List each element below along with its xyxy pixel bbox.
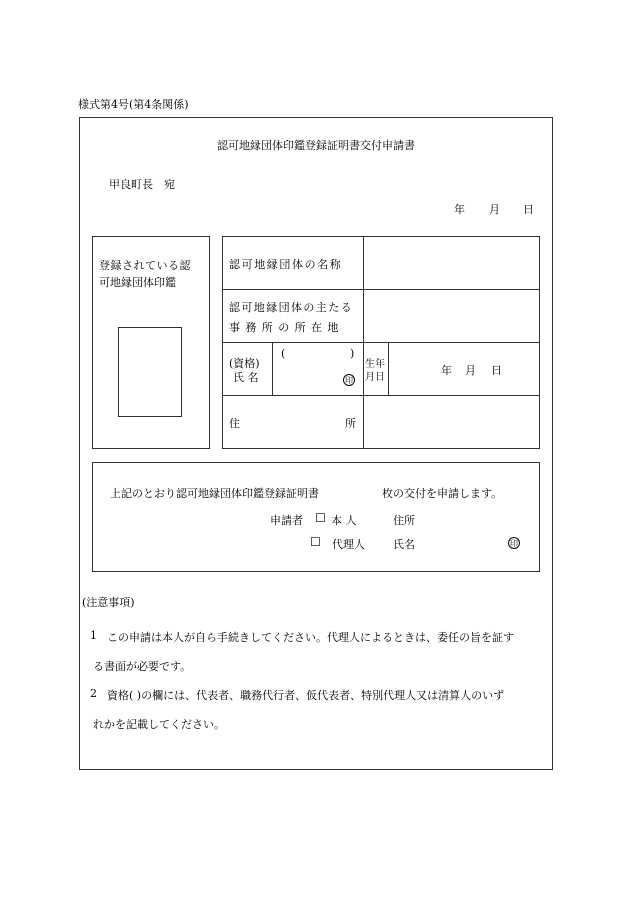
seal-imprint-area[interactable] [118,327,182,417]
org-name-field[interactable] [365,240,537,286]
seal-box-label-line2: 可地縁団体印鑑 [99,276,176,289]
proxy-label: 代理人 [332,538,365,551]
date-day: 日 [523,203,534,216]
self-label: 本 人 [331,514,357,527]
applicant-name-field[interactable] [420,532,500,550]
qualification-field[interactable] [286,347,346,361]
note-1-line2: る書面が必要です。 [93,660,192,673]
applicant-name-label: 氏名 [393,538,415,551]
name-seal-mark: 印 [345,376,353,385]
note-1-line1: この申請は本人が自ら手続きしてください。代理人によるときは、委任の旨を証す [107,631,514,644]
paren-close: ) [350,347,355,360]
copies-field[interactable] [342,482,376,498]
address-field[interactable] [365,399,537,445]
paren-open: ( [281,347,286,360]
address-label-right: 所 [345,417,356,430]
birth-date-field[interactable] [391,346,537,392]
applicant-label: 申請者 [270,514,303,527]
addressee: 甲良町長 宛 [109,178,175,191]
form-title: 認可地縁団体印鑑登録証明書交付申請書 [217,139,415,152]
note-2-line2: れかを記載してください。 [93,718,225,731]
self-checkbox[interactable]: ☐ [315,511,326,525]
shimei-label: 氏 名 [233,371,259,384]
birth-label-line2: 月日 [365,372,385,383]
note-2-line1: 資格( )の欄には、代表者、職務代行者、仮代表者、特別代理人又は清算人のいず [107,689,505,702]
date-month: 月 [489,203,500,216]
table-qualification-divider [272,342,273,395]
date-year: 年 [454,203,465,216]
applicant-address-label: 住所 [393,514,415,527]
office-label-line1: 認可地縁団体の主たる [229,301,353,314]
applicant-seal-mark: 印 [510,539,518,548]
office-address-field[interactable] [365,293,537,339]
application-statement-a: 上記のとおり認可地縁団体印鑑登録証明書 [110,487,319,500]
note-1-number: 1 [90,629,97,642]
form-number: 様式第4号(第4条関係) [78,98,189,111]
seal-box-label-line1: 登録されている認 [99,259,191,272]
qualification-label: (資格) [229,357,260,370]
table-birth-divider [388,342,389,395]
birth-label-line1: 生年 [365,359,385,370]
birth-year: 年 [441,364,452,377]
org-name-label: 認可地縁団体の名称 [229,258,343,271]
table-row-divider-1 [222,289,540,290]
office-label-line2: 事務所の所在地 [229,321,344,334]
table-row-divider-2 [222,342,540,343]
proxy-checkbox[interactable]: ☐ [310,535,321,549]
address-label-left: 住 [229,417,240,430]
application-statement-b: 枚の交付を申請します。 [382,487,503,500]
table-row-divider-3 [222,395,540,396]
notes-heading: (注意事項) [82,596,135,609]
note-2-number: 2 [90,687,97,700]
birth-month: 月 [465,364,476,377]
representative-name-field[interactable] [276,364,344,390]
birth-day: 日 [491,364,502,377]
